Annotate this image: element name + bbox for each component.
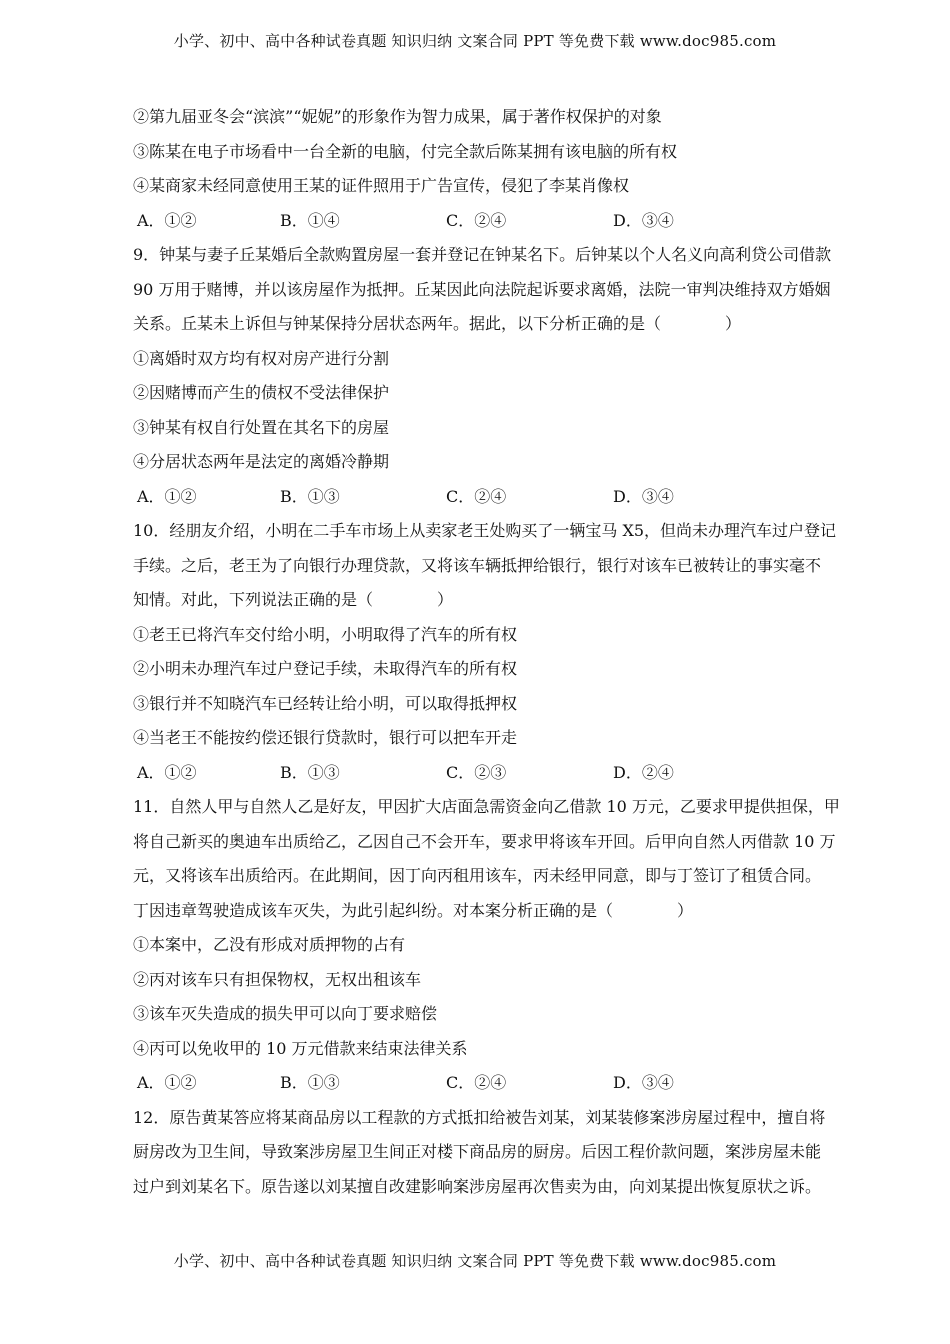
q10-statement-2: ②小明未办理汽车过户登记手续，未取得汽车的所有权 [133, 659, 518, 678]
q11-statement-3: ③该车灭失造成的损失甲可以向丁要求赔偿 [133, 1004, 438, 1023]
q10-stem-line-3: 知情。对此，下列说法正确的是（ ） [133, 590, 454, 609]
q9-option-c: C．②④ [446, 486, 507, 506]
q10-options [133, 756, 843, 791]
q11-option-c: C．②④ [446, 1073, 507, 1092]
q8-option-c: C．②④ [446, 210, 507, 230]
q10-stem-line-1: 10．经朋友介绍，小明在二手车市场上从卖家老王处购买了一辆宝马 X5，但尚未办理汽车过户登记 [133, 521, 837, 540]
q12-stem-line-3: 过户到刘某名下。原告遂以刘某擅自改建影响案涉房屋再次售卖为由，向刘某提出恢复原状之诉。 [133, 1176, 822, 1196]
q9-option-b: B．①③ [280, 486, 340, 506]
q11-option-a: A．①② [137, 1073, 197, 1092]
q10-stem-line-2: 手续。之后，老王为了向银行办理贷款，又将该车辆抵押给银行，银行对该车已被转让的事实毫不 [133, 555, 822, 575]
q10-option-d: D．②④ [613, 762, 674, 782]
page-header: 小学、初中、高中各种试卷真题 知识归纳 文案合同 PPT 等免费下载 www.doc985.com [173, 32, 777, 50]
q9-statement-1: ①离婚时双方均有权对房产进行分割 [133, 348, 390, 368]
document-body [133, 100, 843, 1204]
q11-option-b: B．①③ [280, 1073, 340, 1092]
q11-options [133, 1066, 843, 1101]
q9-statement-3: ③钟某有权自行处置在其名下的房屋 [133, 417, 390, 437]
q8-option-d: D．③④ [613, 210, 674, 230]
q11-stem-line-3: 元，又将该车出质给丙。在此期间，因丁向丙租用该车，丙未经甲同意，即与丁签订了租赁合同。 [133, 866, 822, 885]
q11-option-d: D．③④ [613, 1073, 674, 1092]
q9-options [133, 480, 843, 515]
q9-stem-line-1: 9．钟某与妻子丘某婚后全款购置房屋一套并登记在钟某名下。后钟某以个人名义向高利贷公司借款 [133, 245, 832, 264]
q8-options [133, 204, 843, 239]
q10-option-b: B．①③ [280, 762, 340, 782]
q12-stem-line-1: 12．原告黄某答应将某商品房以工程款的方式抵扣给被告刘某，刘某装修案涉房屋过程中，擅自将 [133, 1107, 826, 1127]
q9-statement-4: ④分居状态两年是法定的离婚冷静期 [133, 452, 390, 471]
q8-option-b: B．①④ [280, 210, 340, 230]
q8-statement-4: ④某商家未经同意使用王某的证件照用于广告宣传，侵犯了李某肖像权 [133, 176, 630, 195]
q9-option-d: D．③④ [613, 486, 674, 506]
q11-stem-line-2: 将自己新买的奥迪车出质给乙，乙因自己不会开车，要求甲将该车开回。后甲向自然人丙借款 10 万 [133, 831, 836, 851]
page-footer: 小学、初中、高中各种试卷真题 知识归纳 文案合同 PPT 等免费下载 www.doc985.com [173, 1252, 777, 1270]
q10-option-a: A．①② [137, 762, 197, 782]
q10-statement-1: ①老王已将汽车交付给小明，小明取得了汽车的所有权 [133, 624, 518, 644]
q11-stem-line-1: 11．自然人甲与自然人乙是好友，甲因扩大店面急需资金向乙借款 10 万元，乙要求甲提供担保，甲 [133, 797, 840, 816]
q9-option-a: A．①② [137, 486, 197, 506]
q11-statement-4: ④丙可以免收甲的 10 万元借款来结束法律关系 [133, 1038, 468, 1058]
q9-stem-line-2: 90 万用于赌博，并以该房屋作为抵押。丘某因此向法院起诉要求离婚，法院一审判决维持双方婚姻 [133, 279, 831, 299]
q11-statement-2: ②丙对该车只有担保物权，无权出租该车 [133, 969, 422, 989]
q9-stem-line-3: 关系。丘某未上诉但与钟某保持分居状态两年。据此，以下分析正确的是（ ） [133, 314, 742, 333]
q8-option-a: A．①② [137, 210, 197, 230]
q10-option-c: C．②③ [446, 762, 507, 782]
q11-stem-line-4: 丁因违章驾驶造成该车灭失，为此引起纠纷。对本案分析正确的是（ ） [133, 900, 694, 920]
q11-statement-1: ①本案中，乙没有形成对质押物的占有 [133, 935, 406, 954]
q8-statement-3: ③陈某在电子市场看中一台全新的电脑，付完全款后陈某拥有该电脑的所有权 [133, 141, 678, 161]
q10-statement-3: ③银行并不知晓汽车已经转让给小明，可以取得抵押权 [133, 693, 518, 713]
q8-statement-2: ②第九届亚冬会“滨滨”“妮妮”的形象作为智力成果，属于著作权保护的对象 [133, 107, 662, 126]
q12-stem-line-2: 厨房改为卫生间，导致案涉房屋卫生间正对楼下商品房的厨房。后因工程价款问题，案涉房屋未能 [133, 1142, 822, 1161]
q9-statement-2: ②因赌博而产生的债权不受法律保护 [133, 383, 390, 402]
q10-statement-4: ④当老王不能按约偿还银行贷款时，银行可以把车开走 [133, 728, 518, 747]
